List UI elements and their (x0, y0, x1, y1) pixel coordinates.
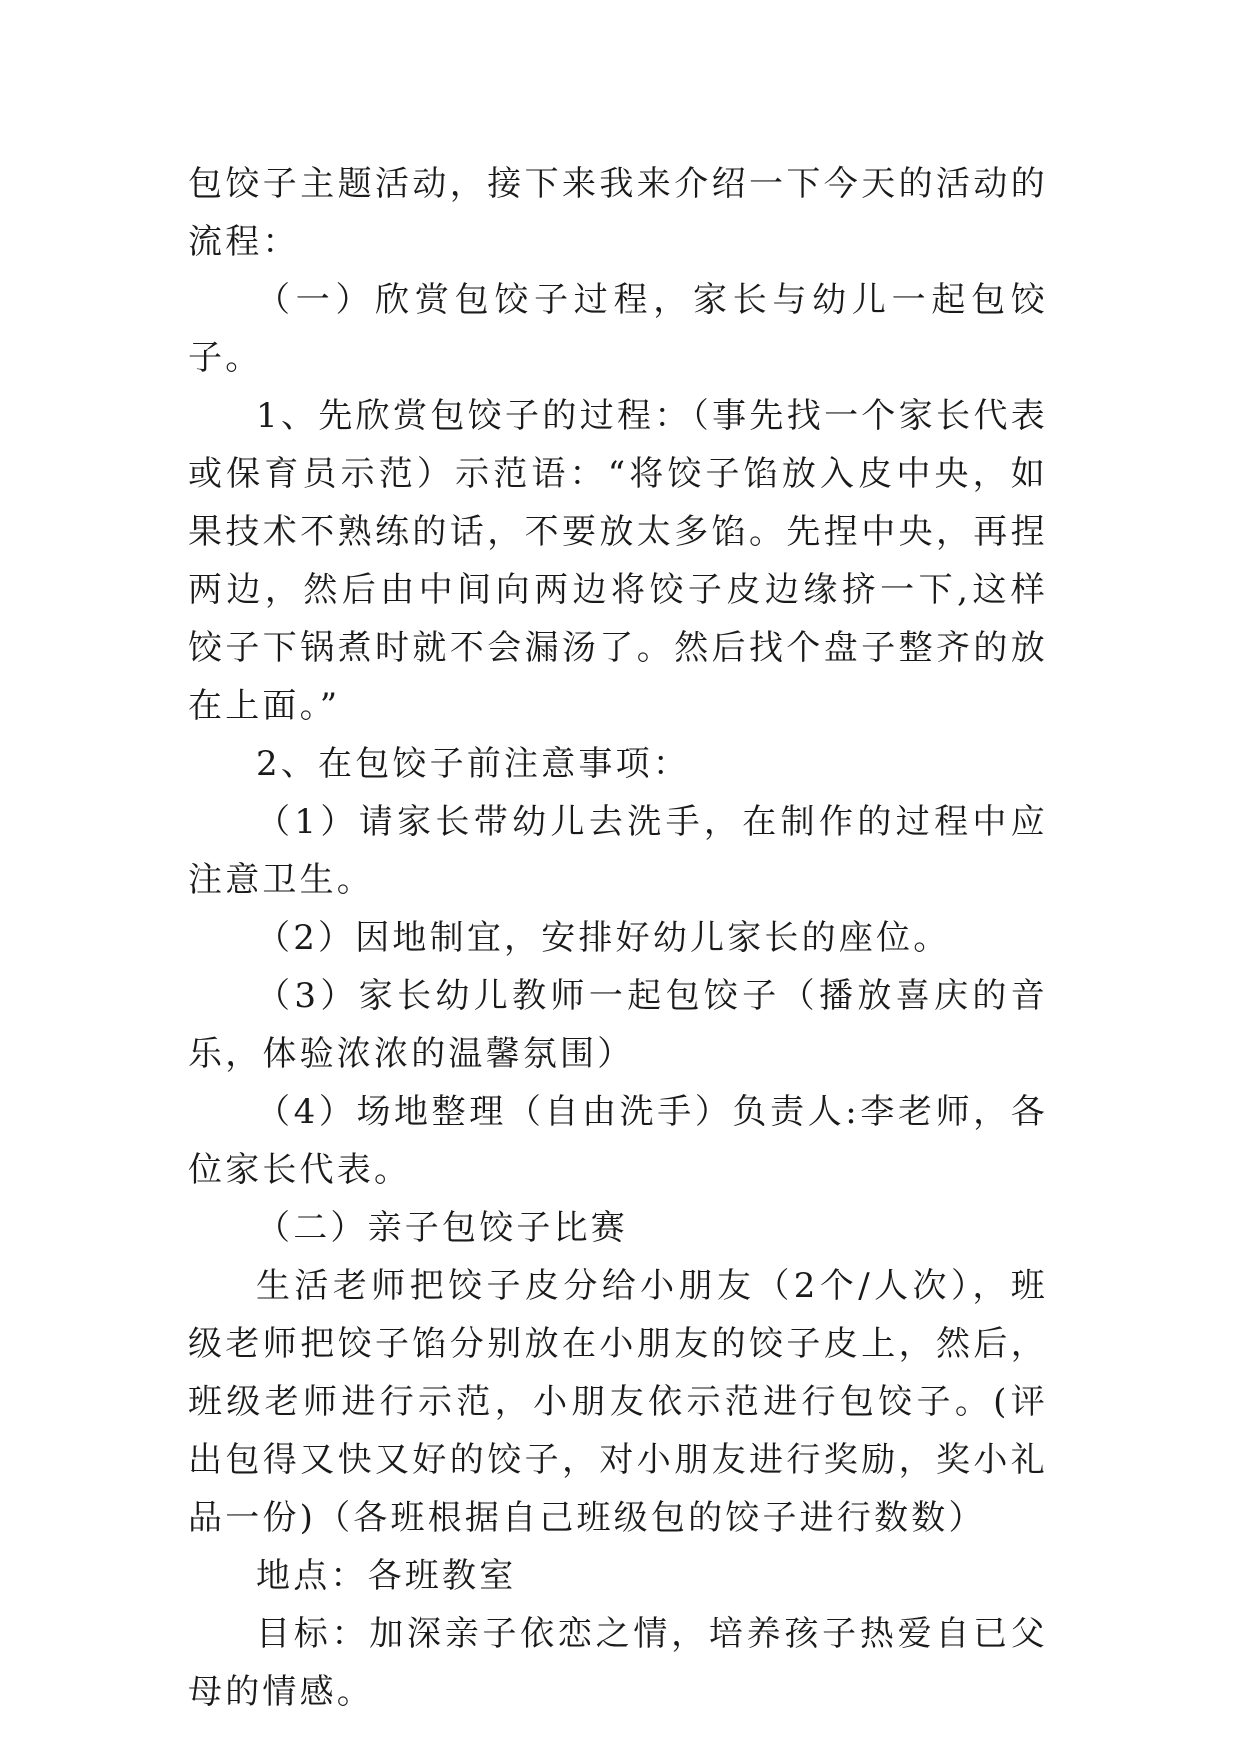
paragraph-intro: 包饺子主题活动，接下来我来介绍一下今天的活动的流程： (188, 164, 1048, 262)
list-item-4: （4）场地整理（自由洗手）负责人:李老师，各位家长代表。 (188, 1092, 1048, 1190)
document-body (188, 155, 1048, 1721)
list-item-3: （3）家长幼儿教师一起包饺子（播放喜庆的音乐，体验浓浓的温馨氛围） (188, 976, 1048, 1074)
section-heading-2: （二）亲子包饺子比赛 (256, 1208, 628, 1248)
paragraph-goal: 目标：加深亲子依恋之情，培养孩子热爱自已父母的情感。 (188, 1614, 1048, 1712)
paragraph-step-2: 2、在包饺子前注意事项： (256, 744, 691, 784)
paragraph-location: 地点：各班教室 (256, 1556, 517, 1596)
list-item-2: （2）因地制宜，安排好幼儿家长的座位。 (256, 918, 951, 958)
section-heading-1: （一）欣赏包饺子过程，家长与幼儿一起包饺子。 (188, 280, 1048, 378)
paragraph-step-1: 1、先欣赏包饺子的过程：（事先找一个家长代表或保育员示范）示范语：“将饺子馅放入皮中央，如果技术不熟练的话，不要放太多馅。先捏中央，再捏两边，然后由中间向两边将饺子皮边缘挤一下,这样饺子下锅煮时就不会漏汤了。然后找个盘子整齐的放在上面。” (188, 396, 1048, 726)
list-item-1: （1）请家长带幼儿去洗手，在制作的过程中应注意卫生。 (188, 802, 1048, 900)
paragraph-contest: 生活老师把饺子皮分给小朋友（2个/人次），班级老师把饺子馅分别放在小朋友的饺子皮上，然后，班级老师进行示范，小朋友依示范进行包饺子。(评出包得又快又好的饺子，对小朋友进行奖励，奖小礼品一份)（各班根据自己班级包的饺子进行数数） (188, 1266, 1048, 1538)
